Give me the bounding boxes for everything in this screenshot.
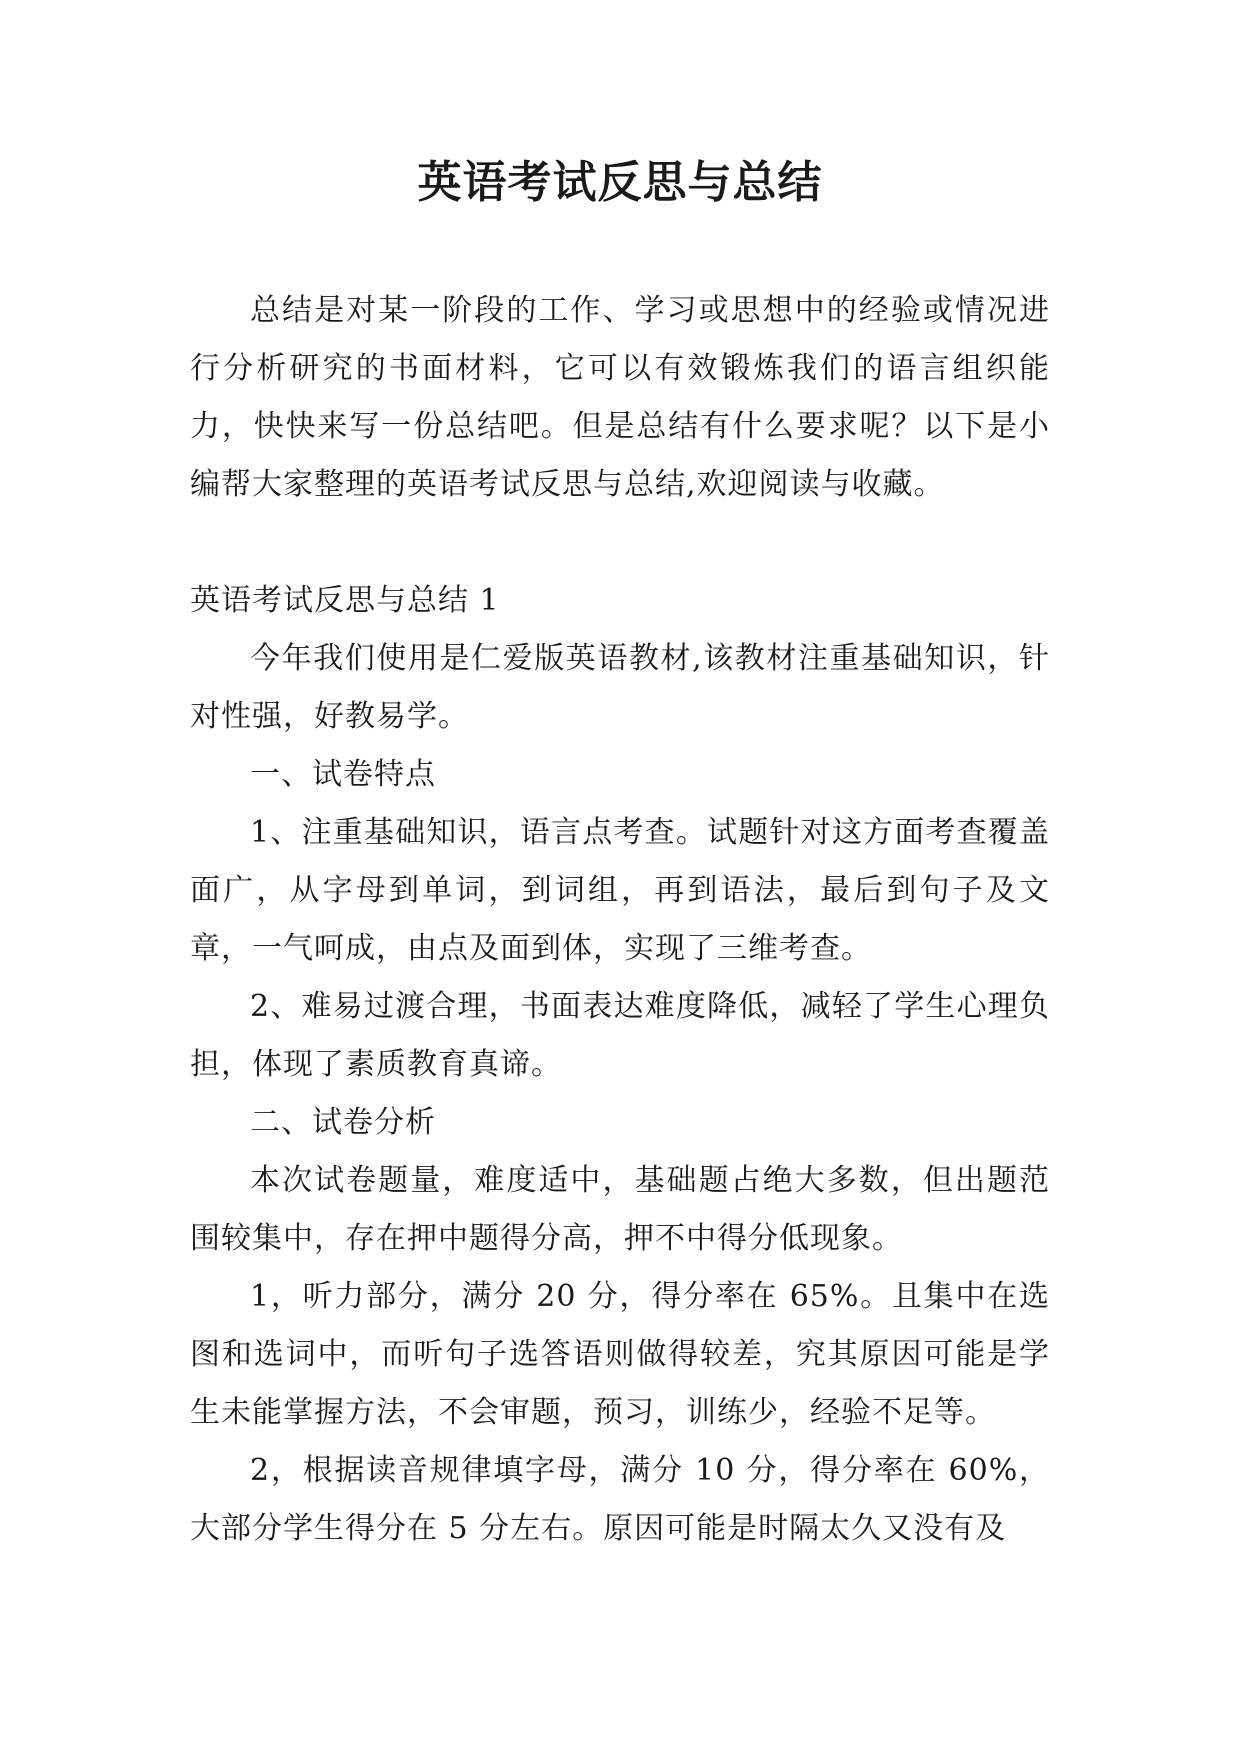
body-paragraph: 1、注重基础知识，语言点考查。试题针对这方面考查覆盖面广，从字母到单词，到词组，再到语法，最后到句子及文章，一气呵成，由点及面到体，实现了三维考查。 xyxy=(190,815,1050,966)
body-paragraph: 2、难易过渡合理，书面表达难度降低，减轻了学生心理负担，体现了素质教育真谛。 xyxy=(190,989,1050,1082)
subheading-features: 一、试卷特点 xyxy=(250,757,436,792)
body-paragraph: 今年我们使用是仁爱版英语教材,该教材注重基础知识，针对性强，好教易学。 xyxy=(190,641,1050,734)
subheading-analysis: 二、试卷分析 xyxy=(250,1105,436,1140)
body-paragraph: 2，根据读音规律填字母，满分 10 分，得分率在 60%，大部分学生得分在 5 分左右。原因可能是时隔太久又没有及 xyxy=(190,1453,1050,1546)
body-paragraph: 本次试卷题量，难度适中，基础题占绝大多数，但出题范围较集中，存在押中题得分高，押不中得分低现象。 xyxy=(190,1163,1050,1256)
document-title: 英语考试反思与总结 xyxy=(417,157,823,208)
section-heading: 英语考试反思与总结 1 xyxy=(190,583,500,618)
body-paragraph: 1，听力部分，满分 20 分，得分率在 65%。且集中在选图和选词中，而听句子选答语则做得较差，究其原因可能是学生未能掌握方法，不会审题，预习，训练少，经验不足等。 xyxy=(190,1279,1050,1430)
document-body xyxy=(190,282,1050,1558)
spacer xyxy=(190,514,1050,572)
intro-paragraph: 总结是对某一阶段的工作、学习或思想中的经验或情况进行分析研究的书面材料，它可以有效锻炼我们的语言组织能力，快快来写一份总结吧。但是总结有什么要求呢？以下是小编帮大家整理的英语考试反思与总结,欢迎阅读与收藏。 xyxy=(190,293,1050,502)
